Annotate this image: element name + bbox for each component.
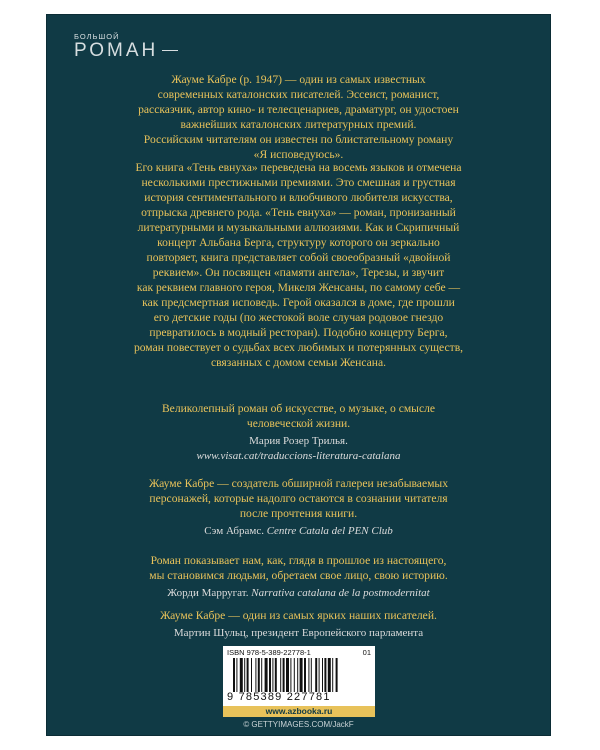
quote-line: персонажей, которые надолго остаются в сознании читателя <box>149 492 448 505</box>
quote-line: Жауме Кабре — создатель обширной галереи незабываемых <box>148 477 449 490</box>
barcode-bars <box>233 658 369 692</box>
review-quote <box>69 608 528 641</box>
book-description <box>109 160 488 370</box>
quote-author: Сэм Абрамс. Centre Catala del PEN Club <box>204 525 393 537</box>
publisher-website: www.azbooka.ru <box>223 706 375 717</box>
review-quote <box>69 401 528 464</box>
quote-text <box>69 608 528 623</box>
publisher-series-logo <box>74 33 178 61</box>
description-line: как предсмертная исповедь. Герой оказался в доме, где прошли <box>142 296 455 309</box>
review-quote <box>69 553 528 601</box>
description-line: повторяет, книга представляет собой своеобразный «двойной <box>146 251 451 264</box>
quote-line: после прочтения книги. <box>239 507 358 520</box>
description-line: как реквием главного героя, Микеля Женсаны, по самому себе — <box>136 281 461 294</box>
description-line: реквием». Он посвящен «памяти ангела», Терезы, и звучит <box>152 266 445 279</box>
description-line: отпрыска древнего рода. «Тень евнуха» — роман, пронизанный <box>141 206 456 219</box>
description-line: Его книга «Тень евнуха» переведена на восемь языков и отмечена <box>135 161 462 174</box>
logo-big-text: РОМАН <box>74 41 178 61</box>
quote-author: Жорди Марругат. Narrativa catalana de la postmodernitat <box>167 587 430 599</box>
description-line: превратилось в модный ресторан). Подобно концерту Берга, <box>149 326 448 339</box>
quote-line: человеческой жизни. <box>246 417 351 430</box>
description-line: несколькими престижными премиями. Это смешная и грустная <box>141 176 456 189</box>
quote-source: Narrativa catalana de la postmodernitat <box>251 587 430 599</box>
quote-line: мы становимся людьми, обретаем свое лицо, свою историю. <box>149 569 448 582</box>
review-quote <box>69 476 528 539</box>
bio-line: важнейших каталонских литературных премий. <box>180 118 417 131</box>
description-line: роман повествует о судьбах всех любимых и потерянных существ, <box>133 341 464 354</box>
description-line: концерт Альбана Берга, структуру которого он зеркально <box>157 236 440 249</box>
barcode-suffix: 01 <box>362 648 371 657</box>
isbn-barcode <box>223 646 375 706</box>
quote-text <box>69 401 528 431</box>
book-back-cover <box>47 15 550 735</box>
bio-line: «Я исповедуюсь». <box>253 148 344 161</box>
barcode-digits: 9 785389 227781 <box>227 691 331 703</box>
quote-text <box>69 553 528 583</box>
bio-line: Российским читателям он известен по блистательному роману <box>143 133 454 146</box>
quote-line: Жауме Кабре — один из самых ярких наших писателей. <box>160 609 437 622</box>
description-line: литературными и музыкальными аллюзиями. Как и Скрипичный <box>137 221 460 234</box>
quote-line: Великолепный роман об искусстве, о музыке, о смысле <box>161 402 436 415</box>
author-bio <box>109 72 488 162</box>
photo-credit: © GETTYIMAGES.COM/JackF <box>243 720 354 729</box>
logo-small-text: БОЛЬШОЙ <box>74 32 120 41</box>
quote-source: www.visat.cat/traduccions-literatura-catalana <box>196 450 401 462</box>
bio-line: рассказчик, автор кино- и телесценариев, драматург, он удостоен <box>138 103 459 116</box>
bio-line: современных каталонских писателей. Эссеист, романист, <box>157 88 440 101</box>
description-line: связанных с домом семьи Женсана. <box>210 356 387 369</box>
description-line: его детские годы (по жестокой воле случая родовое гнездо <box>153 311 444 324</box>
isbn-label: ISBN 978-5-389-22778-1 <box>227 648 311 657</box>
quote-author: Мартин Шульц, президент Европейского парламента <box>173 627 424 639</box>
quote-text <box>69 476 528 521</box>
description-line: история сентиментального и влюбчивого любителя искусства, <box>144 191 453 204</box>
bio-line: Жауме Кабре (р. 1947) — один из самых известных <box>171 73 426 86</box>
quote-source: Centre Catala del PEN Club <box>266 525 393 537</box>
quote-line: Роман показывает нам, как, глядя в прошлое из настоящего, <box>150 554 447 567</box>
quote-author: Мария Розер Трилья. www.visat.cat/traduccions-literatura-catalana <box>196 435 401 462</box>
